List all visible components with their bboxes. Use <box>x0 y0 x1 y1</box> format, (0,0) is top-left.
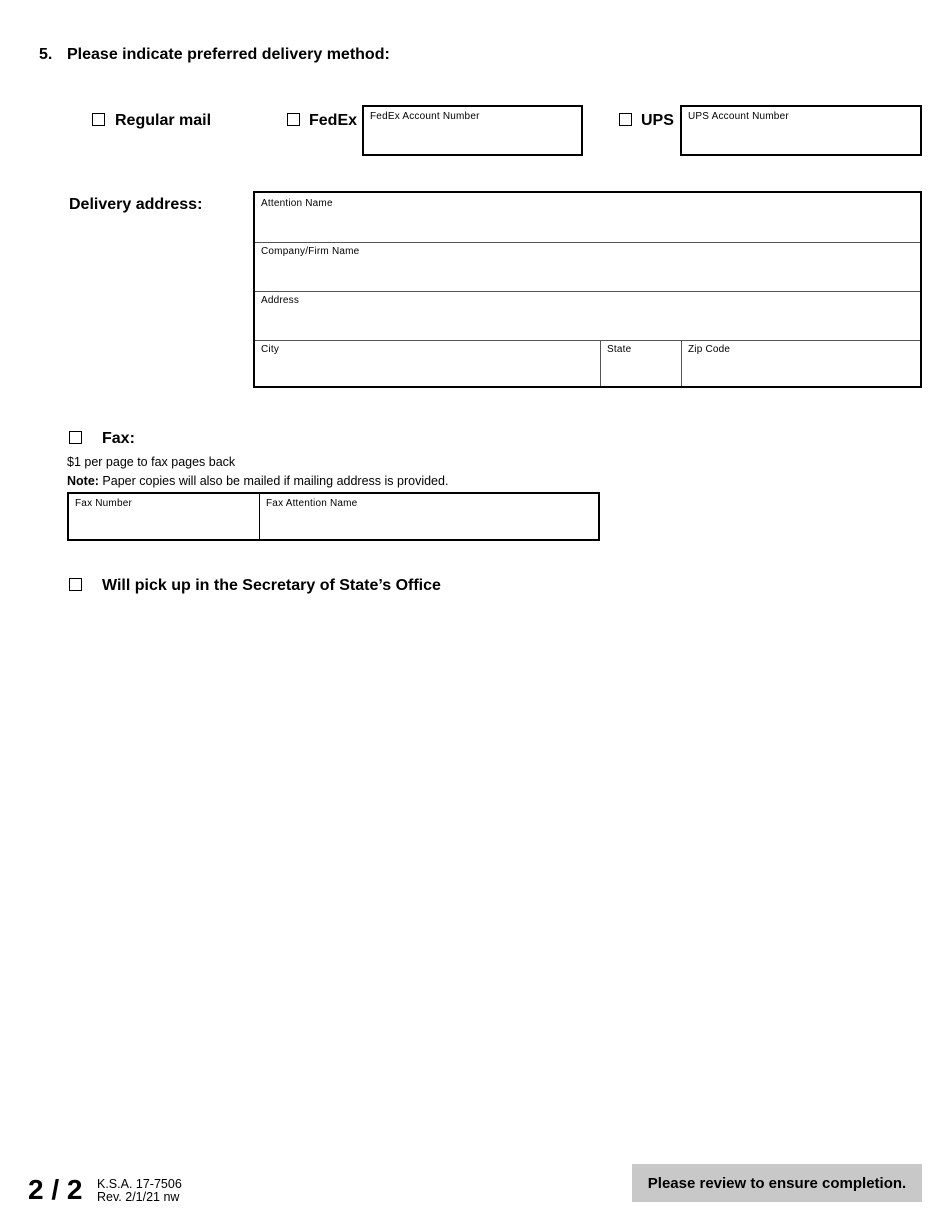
zip-code-field[interactable] <box>682 341 920 386</box>
pickup-label: Will pick up in the Secretary of State’s Office <box>102 577 441 594</box>
attention-name-label: Attention Name <box>261 198 333 209</box>
delivery-address-form <box>253 191 922 388</box>
address-label: Address <box>261 295 300 306</box>
fax-checkbox[interactable] <box>69 431 82 444</box>
statute-reference: K.S.A. 17-7506 <box>97 1177 182 1191</box>
city-label: City <box>261 344 280 355</box>
ups-checkbox[interactable] <box>619 113 632 126</box>
fedex-account-field[interactable] <box>362 105 583 156</box>
ups-account-label: UPS Account Number <box>688 111 789 122</box>
note-text: Paper copies will also be mailed if mailing address is provided. <box>98 474 449 488</box>
fax-form <box>67 492 600 541</box>
zip-code-label: Zip Code <box>688 344 731 355</box>
fax-attention-label: Fax Attention Name <box>266 498 358 509</box>
regular-mail-checkbox[interactable] <box>92 113 105 126</box>
page-number: 2 / 2 <box>28 1174 83 1205</box>
city-field[interactable] <box>255 341 600 386</box>
state-label: State <box>607 344 632 355</box>
delivery-address-heading: Delivery address: <box>69 196 203 213</box>
state-field[interactable] <box>601 341 681 386</box>
fax-label: Fax: <box>102 430 135 447</box>
attention-name-field[interactable] <box>255 193 920 242</box>
fax-mail-note <box>67 474 448 488</box>
revision-date: Rev. 2/1/21 nw <box>97 1190 180 1204</box>
question-number: 5. <box>39 46 53 63</box>
ups-label: UPS <box>641 112 674 129</box>
fax-number-label: Fax Number <box>75 498 133 509</box>
ups-account-field[interactable] <box>680 105 922 156</box>
question-text: Please indicate preferred delivery method: <box>67 46 390 63</box>
fedex-label: FedEx <box>309 112 358 129</box>
fedex-checkbox[interactable] <box>287 113 300 126</box>
fax-attention-field[interactable] <box>260 494 598 539</box>
regular-mail-label: Regular mail <box>115 112 212 129</box>
review-notice: Please review to ensure completion. <box>632 1164 922 1202</box>
fedex-account-label: FedEx Account Number <box>370 111 480 122</box>
note-label: Note: <box>67 474 99 488</box>
company-name-field[interactable] <box>255 243 920 291</box>
address-field[interactable] <box>255 292 920 340</box>
fax-number-field[interactable] <box>69 494 259 539</box>
fax-price-note: $1 per page to fax pages back <box>67 455 236 469</box>
company-name-label: Company/Firm Name <box>261 246 360 257</box>
pickup-checkbox[interactable] <box>69 578 82 591</box>
